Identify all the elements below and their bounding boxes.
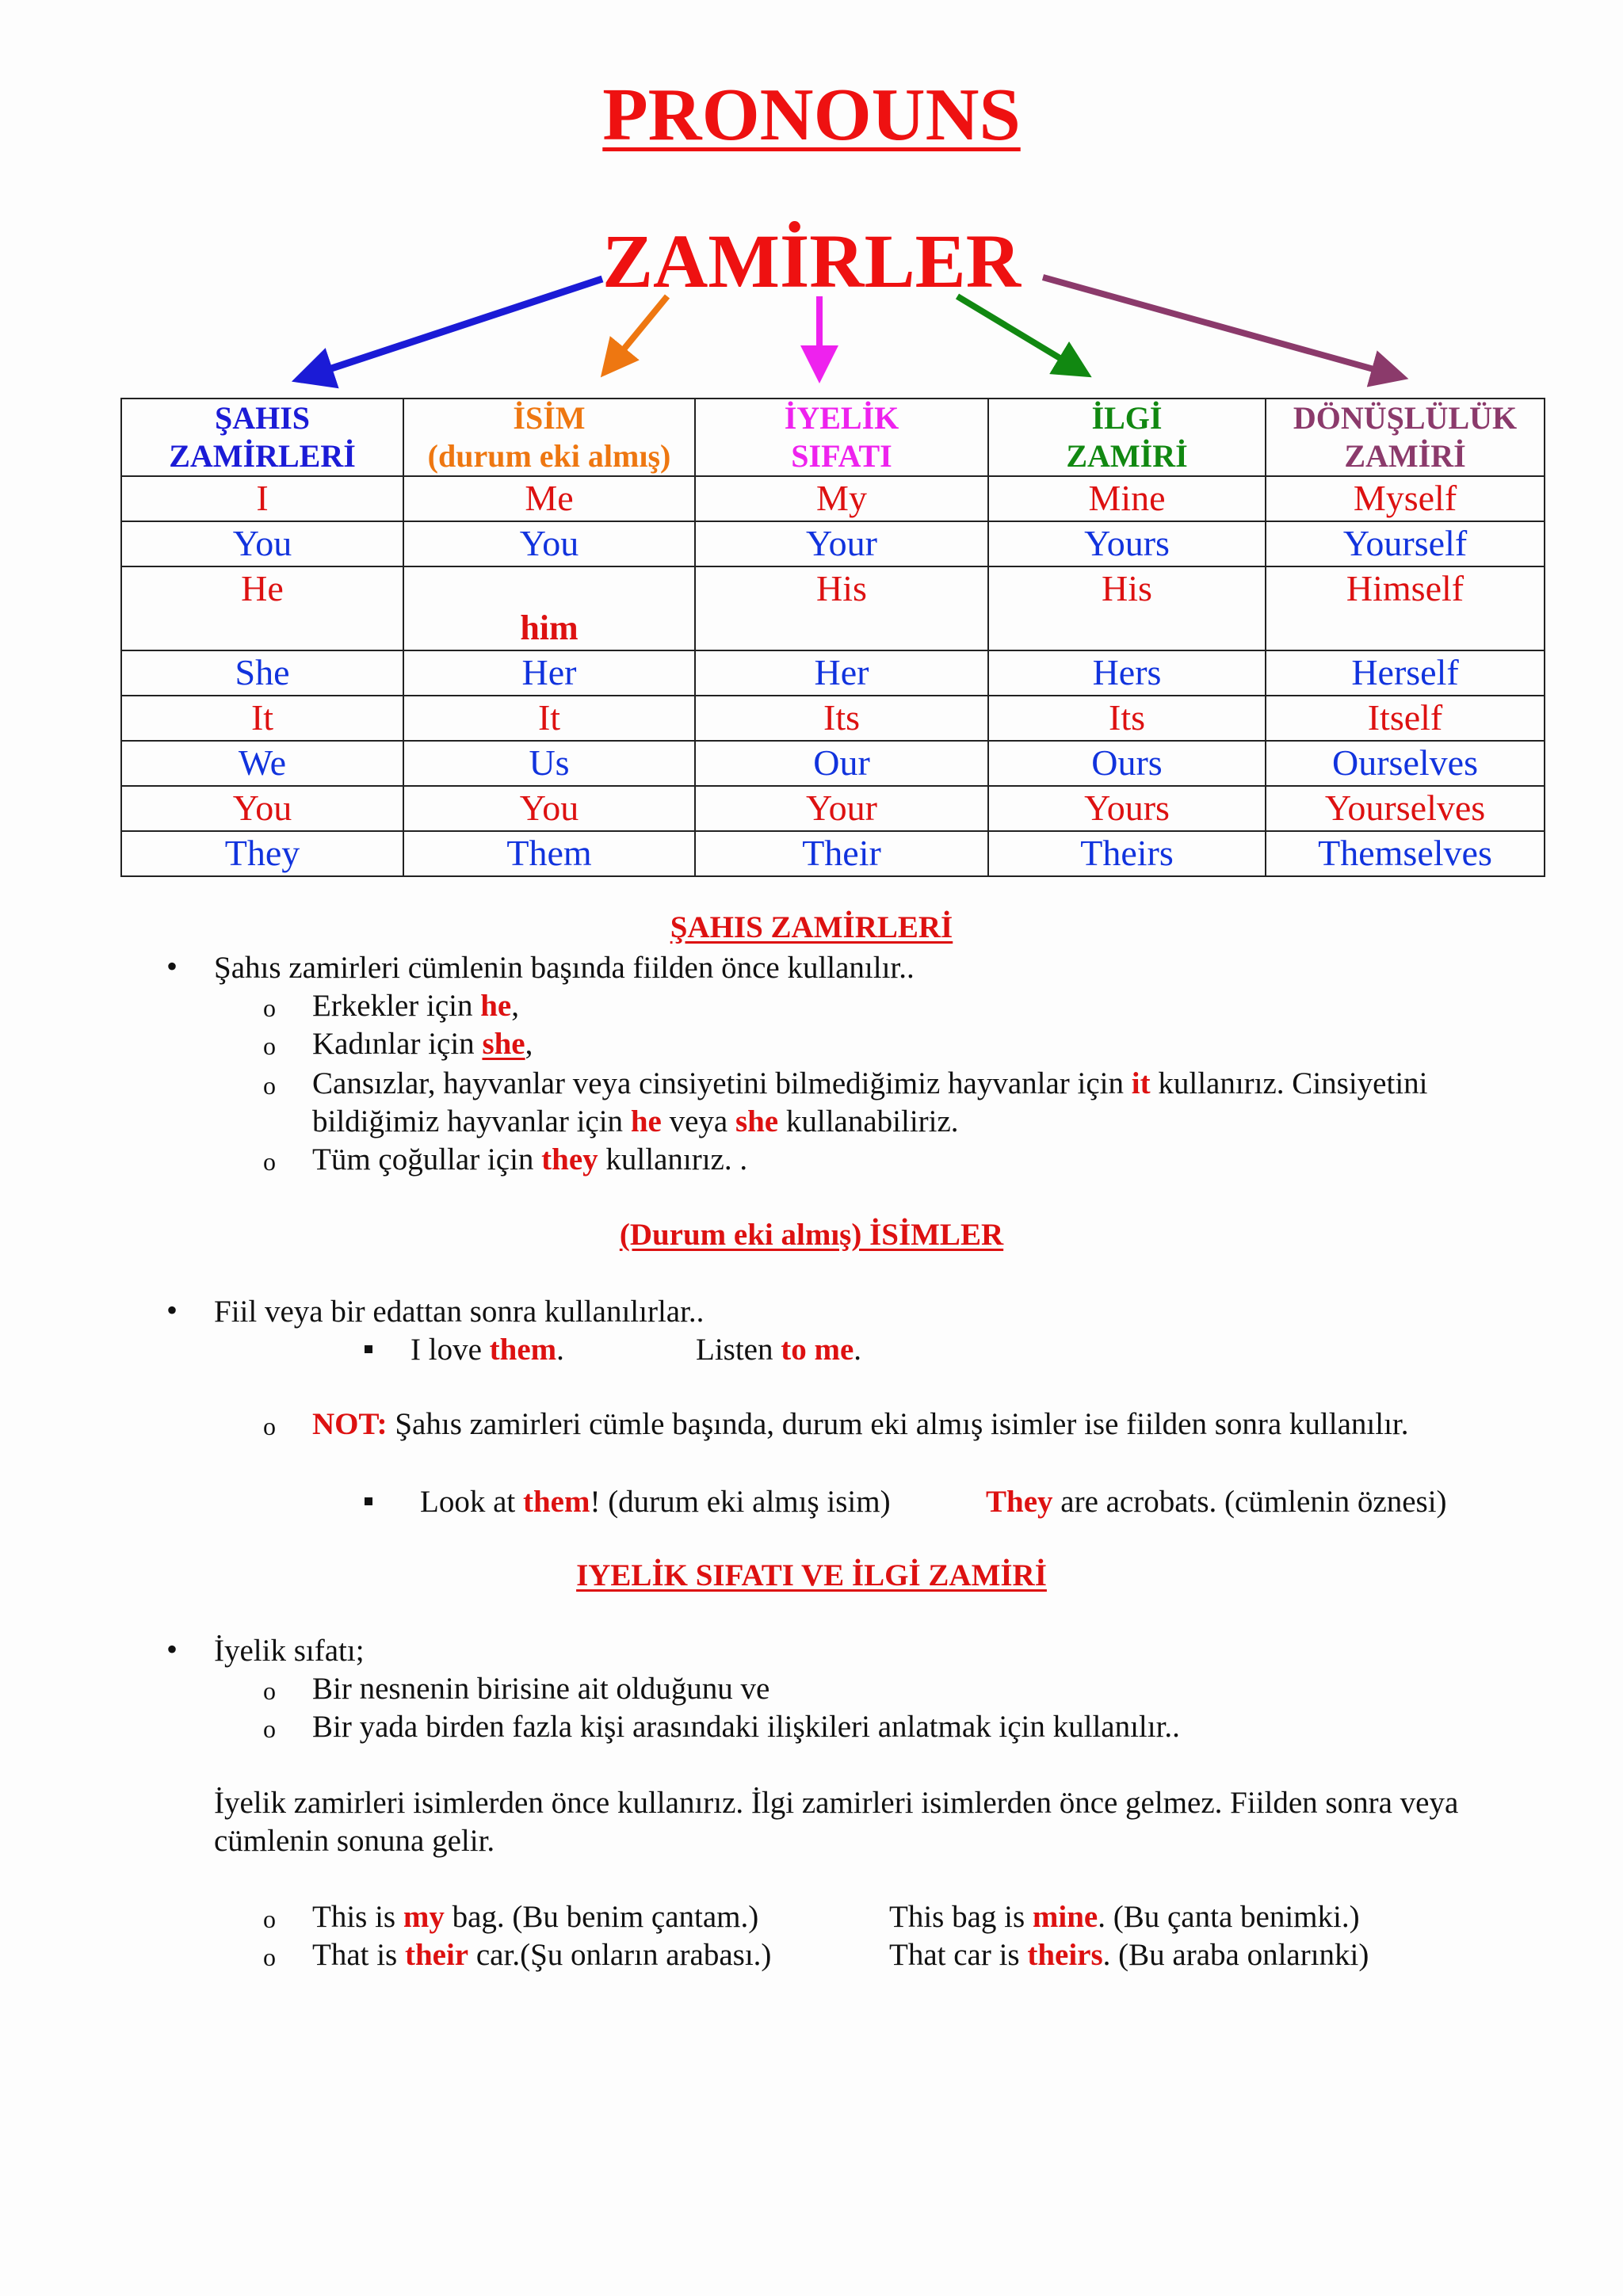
square-bullet [365,1497,372,1505]
table-cell: It [121,696,403,741]
table-cell: Her [403,650,695,696]
table-cell: Itself [1266,696,1545,741]
circle-bullet: o [263,1071,276,1100]
section1-item-he: Erkekler için he, [312,989,519,1023]
section1-bullet-text: Şahıs zamirleri cümlenin başında fiilden önce kullanılır.. [214,951,915,985]
table-row [121,566,1545,650]
table-cell: Ourselves [1266,741,1545,786]
table-cell: Yours [988,786,1266,831]
him-label: him [520,608,579,647]
circle-bullet: o [263,994,276,1022]
header-iyelik: İYELİK SIFATI [695,399,988,476]
section3-item-1: Bir nesnenin birisine ait olduğunu ve [312,1672,770,1706]
header-donusluluk: DÖNÜŞLÜLÜK ZAMİRİ [1266,399,1545,476]
table-cell: She [121,650,403,696]
circle-bullet: o [263,1147,276,1176]
section2-example-1: I love them. [411,1333,564,1367]
table-cell: Himself [1266,566,1545,650]
table-row [121,521,1545,566]
table-row [121,650,1545,696]
header-isim: İSİM (durum eki almış) [403,399,695,476]
circle-bullet: o [263,1714,276,1743]
table-cell: We [121,741,403,786]
circle-bullet: o [263,1943,276,1971]
page-title: PRONOUNS [602,74,1021,156]
arrow-donusluluk [1043,277,1396,376]
section1-item-she: Kadınlar için she, [312,1027,533,1061]
table-row [121,476,1545,521]
table-cell [403,566,695,650]
category-arrows [0,0,1623,412]
section-heading-iyelik: IYELİK SIFATI VE İLGİ ZAMİRİ [576,1558,1047,1592]
arrow-isim [609,296,667,368]
table-cell: It [403,696,695,741]
table-cell: Her [695,650,988,696]
table-cell: Myself [1266,476,1545,521]
table-row [121,741,1545,786]
circle-bullet: o [263,1676,276,1705]
header-sahis: ŞAHIS ZAMİRLERİ [121,399,403,476]
circle-bullet: o [263,1905,276,1933]
table-cell: Herself [1266,650,1545,696]
table-cell: Its [988,696,1266,741]
bullet-dot: • [166,1631,178,1667]
section1-item-it-cont: bildiğimiz hayvanlar için he veya she kullanabiliriz. [312,1104,959,1138]
table-row [121,786,1545,831]
arrow-ilgi [957,296,1081,371]
table-cell: They [121,831,403,876]
section1-item-it: Cansızlar, hayvanlar veya cinsiyetini bilmediğimiz hayvanlar için it kullanırız. Cinsiyetini [312,1066,1428,1100]
table-row [121,831,1545,876]
section2-example-4: They are acrobats. (cümlenin öznesi) [986,1485,1447,1519]
section3-paragraph-line2: cümlenin sonuna gelir. [214,1824,495,1858]
square-bullet [365,1345,372,1353]
table-cell: I [121,476,403,521]
header-ilgi: İLGİ ZAMİRİ [988,399,1266,476]
table-row [121,696,1545,741]
table-header-row [121,399,1545,476]
table-cell: You [121,786,403,831]
circle-bullet: o [263,1032,276,1060]
table-cell: You [403,786,695,831]
circle-bullet: o [263,1412,276,1440]
table-cell: His [988,566,1266,650]
arrow-sahis [305,279,602,377]
table-cell: Themselves [1266,831,1545,876]
pronoun-table [120,398,1545,877]
section-heading-sahis: ŞAHIS ZAMİRLERİ [670,910,953,944]
table-cell: Them [403,831,695,876]
table-cell: You [403,521,695,566]
table-cell: Us [403,741,695,786]
section3-paragraph-line1: İyelik zamirleri isimlerden önce kullanırız. İlgi zamirleri isimlerden önce gelmez. Fiilden sonra veya [214,1786,1459,1820]
section3-item-2: Bir yada birden fazla kişi arasındaki ilişkileri anlatmak için kullanılır.. [312,1710,1180,1744]
section1-item-they: Tüm çoğullar için they kullanırız. . [312,1142,748,1177]
table-cell: He [121,566,403,650]
table-cell: His [695,566,988,650]
table-cell: Mine [988,476,1266,521]
section2-note: NOT: Şahıs zamirleri cümle başında, durum eki almış isimler ise fiilden sonra kullanılır. [312,1407,1409,1441]
table-cell: Yourselves [1266,786,1545,831]
section3-example-3: That is their car.(Şu onların arabası.) [312,1938,772,1972]
table-cell: You [121,521,403,566]
section-heading-isimler: (Durum eki almış) İSİMLER [619,1218,1004,1252]
page-subtitle: ZAMİRLER [601,219,1022,303]
table-cell: Your [695,786,988,831]
bullet-dot: • [166,948,178,984]
table-cell: Yourself [1266,521,1545,566]
section3-example-2: This bag is mine. (Bu çanta benimki.) [889,1900,1360,1934]
section3-example-1: This is my bag. (Bu benim çantam.) [312,1900,759,1934]
table-cell: Its [695,696,988,741]
table-cell: Yours [988,521,1266,566]
table-cell: Theirs [988,831,1266,876]
section2-example-3: Look at them! (durum eki almış isim) [420,1485,891,1519]
table-cell: My [695,476,988,521]
bullet-dot: • [166,1292,178,1328]
table-cell: Hers [988,650,1266,696]
table-cell: Our [695,741,988,786]
section2-example-2: Listen to me. [696,1333,862,1367]
table-cell: Their [695,831,988,876]
section2-bullet-text: Fiil veya bir edattan sonra kullanılırlar.. [214,1295,705,1329]
table-cell: Me [403,476,695,521]
table-cell: Ours [988,741,1266,786]
section3-example-4: That car is theirs. (Bu araba onlarınki) [889,1938,1369,1972]
table-cell: Your [695,521,988,566]
section3-bullet-text: İyelik sıfatı; [214,1634,365,1668]
